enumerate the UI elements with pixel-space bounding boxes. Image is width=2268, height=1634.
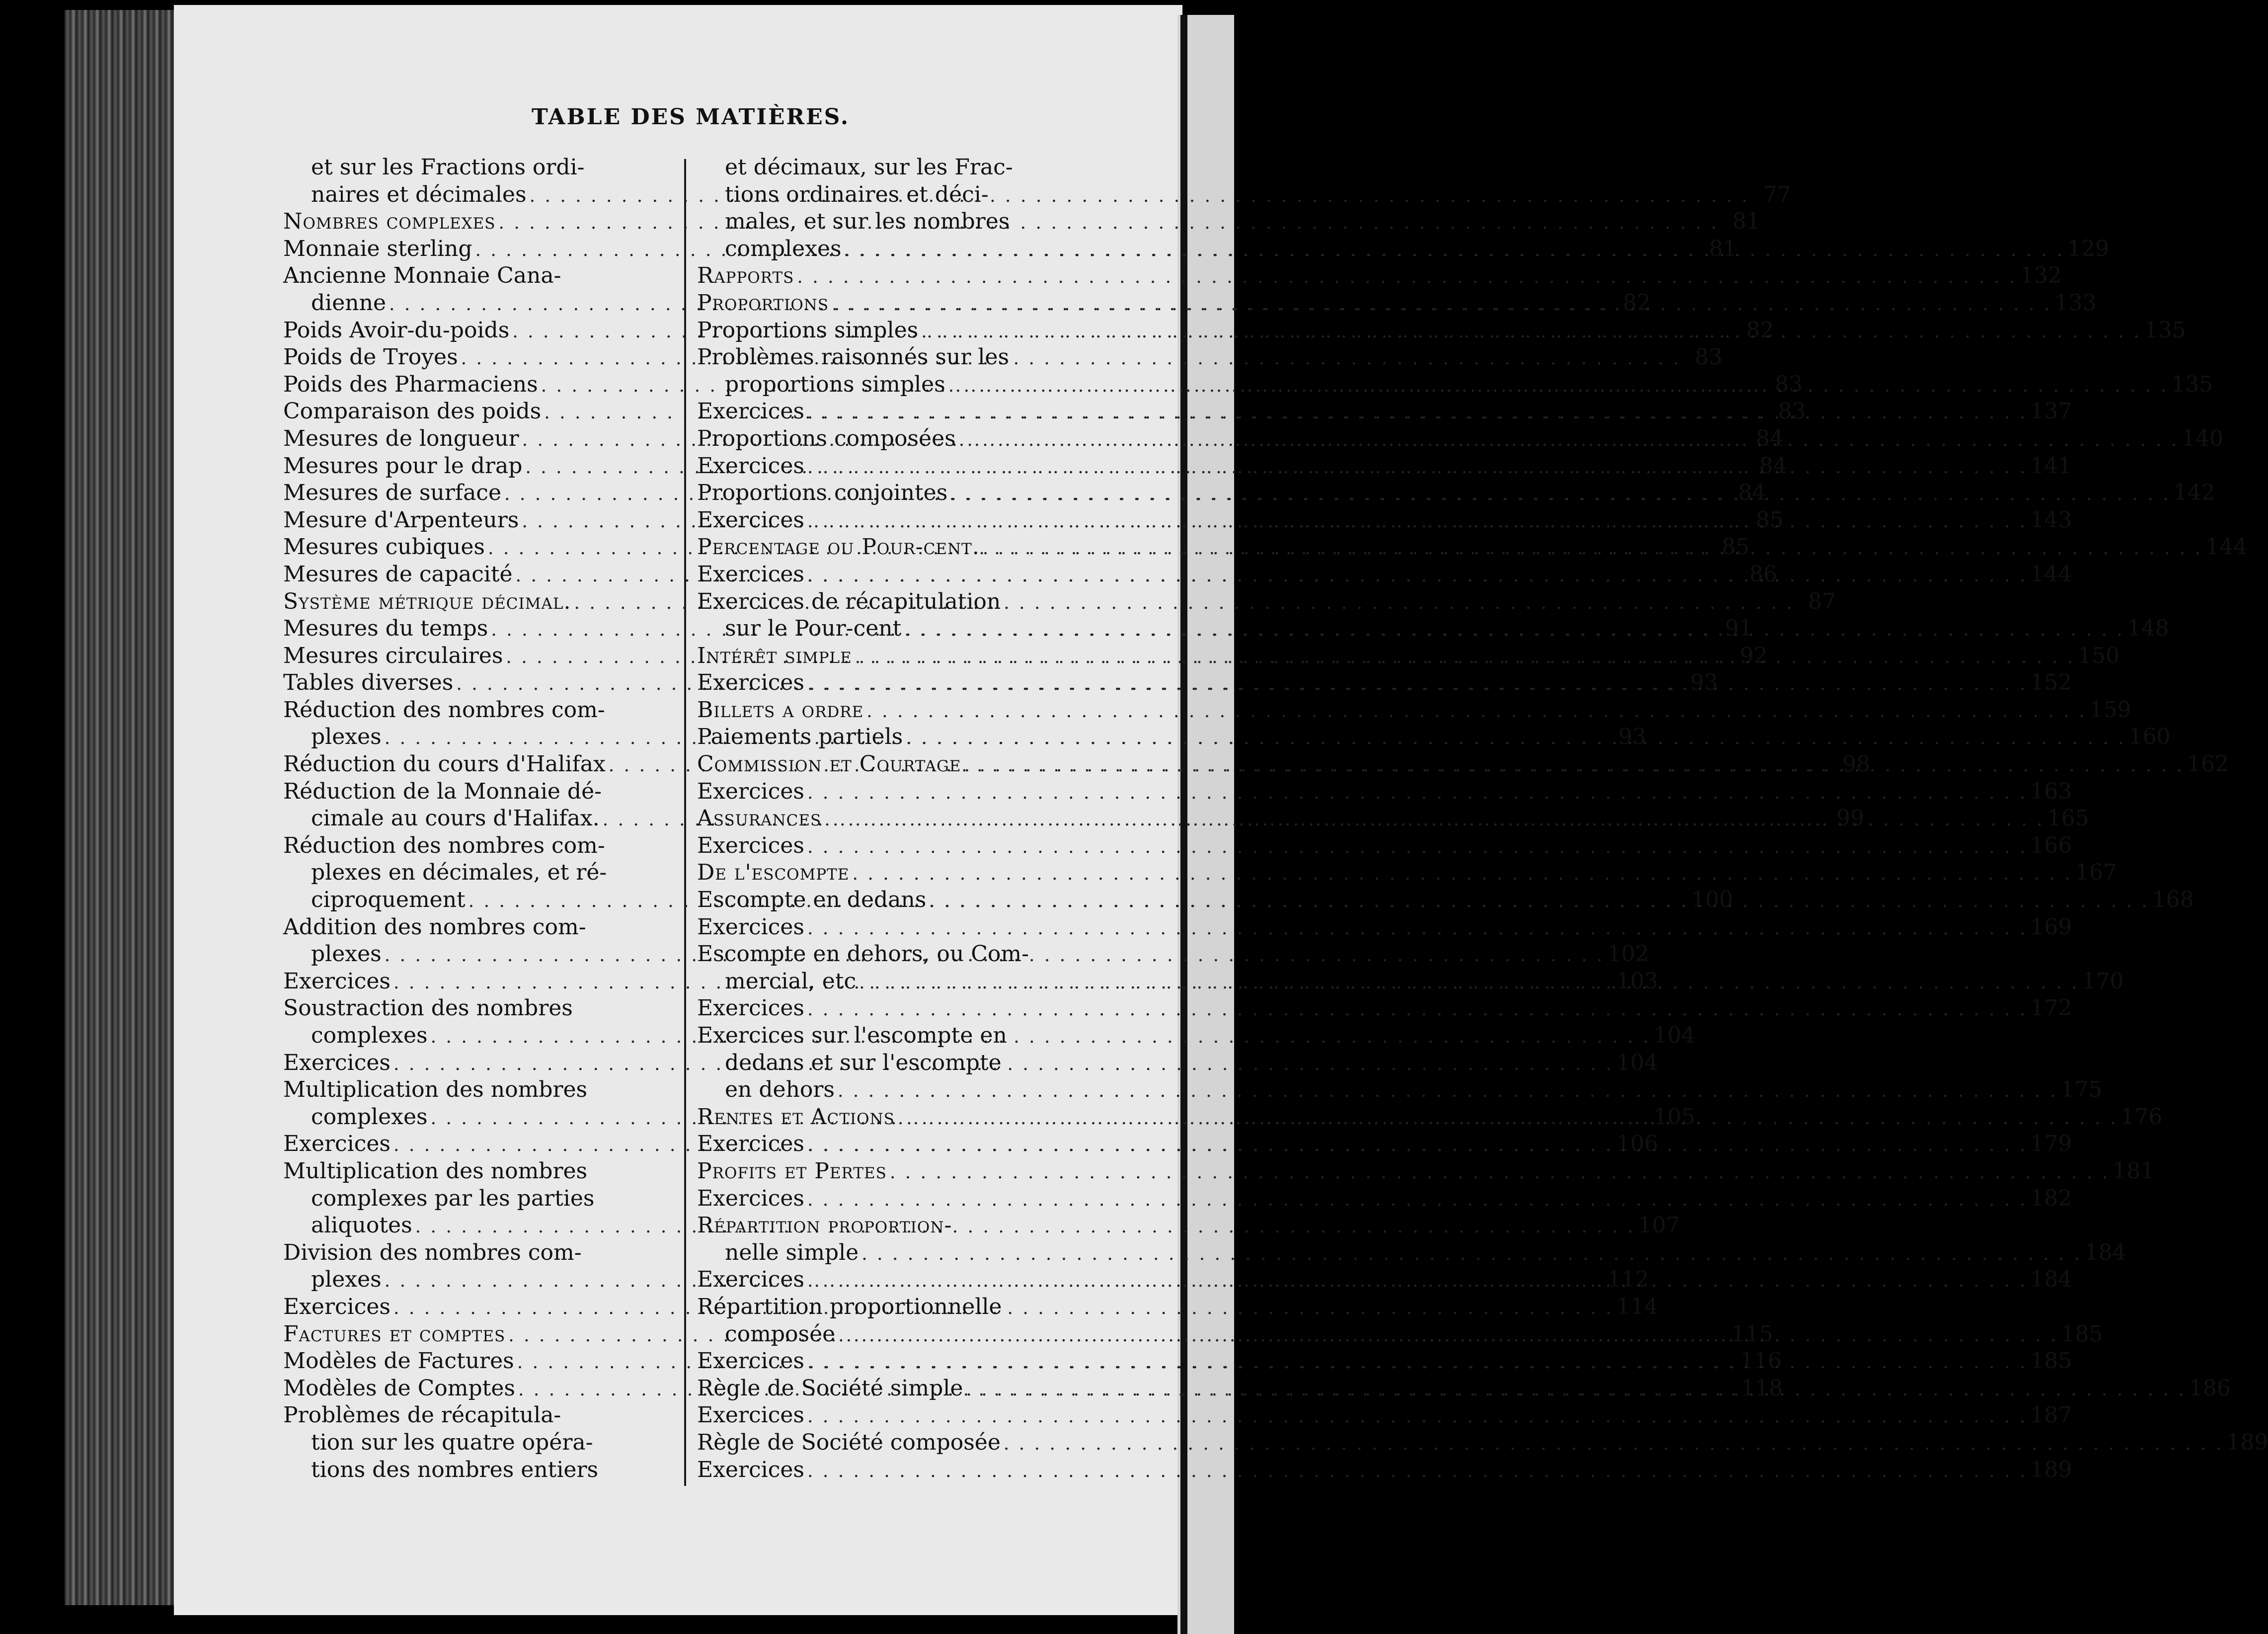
toc-entry-title: Exercices bbox=[697, 561, 804, 587]
toc-entry-page-number: 185 bbox=[2030, 1348, 2072, 1374]
toc-entry-page-number: 162 bbox=[2187, 751, 2229, 777]
toc-entry-title: Exercices bbox=[697, 1185, 804, 1211]
toc-entry bbox=[697, 1050, 1040, 1077]
dot-leader bbox=[428, 1024, 1654, 1051]
toc-entry-page-number: 83 bbox=[1695, 344, 1723, 370]
toc-entry-page-number: 159 bbox=[2089, 697, 2131, 723]
toc-entry-title: Exercices de récapitulation bbox=[697, 588, 1001, 614]
toc-entry-title: Mesures pour le drap bbox=[283, 453, 523, 479]
toc-entry-title: Billets a ordre bbox=[697, 697, 864, 723]
toc-entry-title: sur le Pour-cent bbox=[725, 616, 902, 642]
toc-entry bbox=[697, 941, 1040, 968]
toc-entry bbox=[697, 1158, 2155, 1185]
toc-entry-page-number: 133 bbox=[2054, 290, 2097, 316]
toc-entry-title: aliquotes bbox=[311, 1213, 412, 1238]
toc-entry-title: Répartition proportion- bbox=[697, 1213, 952, 1238]
toc-entry-title: Exercices bbox=[283, 968, 391, 994]
toc-entry-title: dienne bbox=[311, 290, 386, 316]
dot-leader bbox=[901, 617, 2127, 644]
toc-entry-title: De l'escompte bbox=[697, 860, 850, 886]
toc-entry-title: Mesures cubiques bbox=[283, 534, 485, 560]
dot-leader bbox=[804, 671, 2031, 698]
toc-entry-page-number: 148 bbox=[2127, 616, 2169, 642]
toc-entry bbox=[697, 697, 2131, 724]
dot-leader bbox=[829, 291, 2055, 319]
toc-entry-title: Tables diverses bbox=[283, 670, 454, 696]
toc-entry-page-number: 184 bbox=[2084, 1239, 2126, 1265]
toc-entry-title: Addition des nombres com- bbox=[283, 914, 586, 940]
toc-entry-page-number: 77 bbox=[1763, 181, 1792, 207]
toc-entry-page-number: 100 bbox=[1691, 887, 1733, 913]
toc-entry-page-number: 168 bbox=[2152, 887, 2194, 913]
dot-leader bbox=[903, 725, 2129, 752]
dot-leader bbox=[961, 752, 2188, 780]
toc-entry-page-number: 184 bbox=[2030, 1267, 2072, 1293]
toc-entry-page-number: 118 bbox=[1741, 1375, 1783, 1401]
toc-entry-page-number: 93 bbox=[1690, 670, 1718, 696]
toc-entry-title: Exercices bbox=[283, 1050, 391, 1075]
toc-entry bbox=[697, 995, 2072, 1022]
dot-leader bbox=[804, 1132, 2031, 1159]
toc-entry bbox=[697, 914, 2072, 941]
toc-entry-title: Ancienne Monnaie Cana- bbox=[283, 263, 561, 289]
toc-entry-title: Exercices bbox=[697, 1267, 804, 1293]
toc-entry-title: Réduction du cours d'Halifax bbox=[283, 751, 606, 777]
toc-entry-title: en dehors bbox=[725, 1077, 835, 1103]
dot-leader bbox=[804, 834, 2031, 861]
toc-entry-page-number: 185 bbox=[2061, 1321, 2103, 1347]
toc-entry bbox=[697, 344, 1040, 371]
toc-entry-page-number: 135 bbox=[2144, 317, 2186, 343]
page-header-title: TABLE DES MATIÈRES. bbox=[532, 104, 850, 130]
toc-entry-title: Exercices bbox=[697, 995, 804, 1021]
toc-entry-title: et sur les Fractions ordi- bbox=[311, 155, 585, 180]
toc-entry-title: ciproquement bbox=[311, 887, 466, 913]
toc-entry bbox=[697, 154, 1040, 181]
toc-entry-page-number: 114 bbox=[1616, 1294, 1658, 1319]
toc-entry-title: Exercices bbox=[697, 1348, 804, 1374]
dot-leader bbox=[804, 1458, 2031, 1485]
toc-entry-page-number: 150 bbox=[2078, 643, 2120, 668]
toc-entry-title: Factures et comptes bbox=[283, 1321, 506, 1347]
toc-entry-title: Système métrique décimal. bbox=[283, 588, 571, 614]
toc-entry-page-number: 167 bbox=[2075, 860, 2117, 886]
toc-entry-page-number: 91 bbox=[1724, 616, 1753, 642]
dot-leader bbox=[804, 915, 2031, 943]
toc-entry-title: Poids de Troyes bbox=[283, 344, 458, 370]
toc-entry-title: Réduction de la Monnaie dé- bbox=[283, 778, 602, 804]
toc-entry bbox=[697, 1239, 2126, 1267]
toc-entry-title: Multiplication des nombres bbox=[283, 1077, 588, 1103]
toc-entry-page-number: 152 bbox=[2030, 670, 2072, 696]
toc-entry bbox=[283, 914, 676, 941]
toc-entry bbox=[283, 1185, 676, 1213]
toc-entry-title: males, et sur les nombres bbox=[725, 209, 1010, 235]
toc-entry-title: Mesures du temps bbox=[283, 616, 488, 642]
toc-entry-title: tions des nombres entiers bbox=[311, 1457, 599, 1482]
toc-entry-page-number: 179 bbox=[2030, 1131, 2072, 1157]
toc-entry-page-number: 103 bbox=[1616, 968, 1658, 994]
toc-entry-title: Exercices bbox=[697, 1457, 804, 1482]
dot-leader bbox=[1001, 1431, 2227, 1458]
toc-entry-title: Exercices bbox=[697, 832, 804, 858]
toc-entry bbox=[697, 1212, 1040, 1239]
toc-entry-title: Exercices bbox=[697, 914, 804, 940]
toc-entry-title: Exercices bbox=[697, 1402, 804, 1428]
toc-entry-title: Exercices sur l'escompte en bbox=[697, 1023, 1007, 1048]
toc-entry-page-number: 84 bbox=[1756, 425, 1784, 451]
toc-entry-title: dedans et sur l'escompte bbox=[725, 1050, 1002, 1075]
toc-entry-page-number: 105 bbox=[1653, 1104, 1696, 1130]
dot-leader bbox=[887, 1159, 2113, 1187]
toc-entry bbox=[283, 262, 676, 290]
toc-entry-title: Exercices bbox=[283, 1294, 391, 1319]
toc-entry bbox=[697, 262, 2062, 290]
toc-entry-page-number: 142 bbox=[2173, 480, 2215, 506]
toc-entry-title: complexes bbox=[311, 1104, 428, 1130]
toc-entry-title: Exercices bbox=[697, 453, 804, 479]
toc-entry bbox=[697, 859, 2117, 887]
toc-entry-page-number: 85 bbox=[1755, 507, 1784, 533]
toc-entry-page-number: 140 bbox=[2182, 425, 2224, 451]
toc-entry-page-number: 135 bbox=[2171, 371, 2213, 397]
toc-entry-page-number: 144 bbox=[2030, 561, 2072, 587]
dot-leader bbox=[926, 888, 2152, 915]
toc-entry bbox=[697, 181, 1040, 209]
toc-entry-page-number: 189 bbox=[2226, 1429, 2268, 1455]
toc-entry-page-number: 115 bbox=[1731, 1321, 1773, 1347]
toc-entry-page-number: 189 bbox=[2030, 1457, 2072, 1482]
toc-entry-title: Escompte en dehors, ou Com- bbox=[697, 941, 1029, 967]
dot-leader bbox=[859, 1241, 2085, 1268]
toc-entry-page-number: 165 bbox=[2047, 806, 2089, 831]
toc-entry bbox=[283, 1076, 676, 1104]
toc-entry-page-number: 170 bbox=[2082, 968, 2124, 994]
toc-entry-page-number: 163 bbox=[2030, 778, 2072, 804]
toc-entry bbox=[283, 995, 676, 1022]
toc-entry-page-number: 81 bbox=[1732, 209, 1761, 235]
toc-entry-page-number: 107 bbox=[1638, 1213, 1680, 1238]
toc-entry-title: plexes bbox=[311, 941, 382, 967]
dot-leader bbox=[863, 698, 2090, 726]
toc-entry-page-number: 144 bbox=[2205, 534, 2248, 560]
toc-entry-page-number: 166 bbox=[2030, 832, 2072, 858]
toc-entry-title: Assurances bbox=[697, 806, 822, 831]
toc-entry-title: Proportions composées bbox=[697, 425, 956, 451]
toc-entry-title: Exercices bbox=[697, 778, 804, 804]
toc-entry-title: Mesures de longueur bbox=[283, 425, 519, 451]
toc-entry-title: Rentes et Actions bbox=[697, 1104, 895, 1130]
toc-entry bbox=[283, 154, 676, 181]
toc-entry-title: Monnaie sterling bbox=[283, 236, 472, 261]
toc-entry-page-number: 137 bbox=[2030, 399, 2072, 424]
toc-entry-title: Problèmes de récapitula- bbox=[283, 1402, 561, 1428]
toc-entry-title: Soustraction des nombres bbox=[283, 995, 573, 1021]
dot-leader bbox=[835, 1078, 2061, 1105]
toc-entry-page-number: 160 bbox=[2128, 724, 2171, 750]
toc-entry-title: complexes bbox=[725, 236, 842, 261]
dot-leader bbox=[804, 1403, 2031, 1431]
toc-entry-page-number: 132 bbox=[2020, 263, 2062, 289]
toc-entry-title: Réduction des nombres com- bbox=[283, 832, 605, 858]
dot-leader bbox=[821, 807, 2047, 834]
dot-leader bbox=[804, 1187, 2031, 1214]
toc-entry-title: Exercices bbox=[697, 399, 804, 424]
toc-entry-page-number: 176 bbox=[2120, 1104, 2163, 1130]
toc-entry-page-number: 85 bbox=[1721, 534, 1750, 560]
toc-entry-title: Mesure d'Arpenteurs bbox=[283, 507, 519, 533]
toc-entry-page-number: 92 bbox=[1739, 643, 1768, 668]
toc-entry-page-number: 175 bbox=[2060, 1077, 2103, 1103]
toc-entry bbox=[697, 1185, 2072, 1213]
toc-entry-title: Exercices bbox=[697, 670, 804, 696]
toc-entry-title: naires et décimales bbox=[311, 181, 527, 207]
toc-entry bbox=[283, 1239, 676, 1267]
toc-entry bbox=[283, 778, 676, 806]
dot-leader bbox=[947, 481, 2174, 508]
dot-leader bbox=[804, 996, 2031, 1024]
toc-entry-title: Proportions bbox=[697, 290, 829, 316]
toc-entry-page-number: 116 bbox=[1740, 1348, 1782, 1374]
toc-entry-title: tions ordinaires et déci- bbox=[725, 181, 989, 207]
dot-leader bbox=[794, 264, 2020, 291]
toc-entry bbox=[283, 832, 676, 860]
toc-entry-title: Division des nombres com- bbox=[283, 1239, 582, 1265]
toc-entry-title: plexes bbox=[311, 1267, 382, 1293]
toc-entry-title: Escompte en dedans bbox=[697, 887, 927, 913]
toc-entry-title: Problèmes raisonnés sur les bbox=[697, 344, 1010, 370]
dot-leader bbox=[804, 400, 2031, 427]
toc-entry bbox=[697, 1022, 1040, 1050]
toc-entry-page-number: 141 bbox=[2030, 453, 2072, 479]
toc-entry-page-number: 181 bbox=[2112, 1158, 2155, 1184]
toc-entry-page-number: 84 bbox=[1759, 453, 1787, 479]
toc-entry-title: plexes bbox=[311, 724, 382, 750]
toc-entry-page-number: 106 bbox=[1616, 1131, 1658, 1157]
toc-entry bbox=[697, 1294, 1040, 1321]
toc-entry-title: Proportions simples bbox=[697, 317, 919, 343]
dot-leader bbox=[804, 780, 2031, 807]
toc-entry-title: Réduction des nombres com- bbox=[283, 697, 605, 723]
toc-entry-page-number: 187 bbox=[2030, 1402, 2072, 1428]
toc-entry-page-number: 182 bbox=[2030, 1185, 2072, 1211]
toc-entry-title: Intérêt simple bbox=[697, 643, 852, 668]
toc-entry-page-number: 129 bbox=[2067, 236, 2110, 261]
dot-leader bbox=[842, 237, 2068, 264]
toc-entry-page-number: 102 bbox=[1607, 941, 1649, 967]
toc-entry-title: complexes bbox=[311, 1023, 428, 1048]
toc-entry-title: Poids Avoir-du-poids bbox=[283, 317, 510, 343]
dot-leader bbox=[956, 427, 2182, 454]
toc-entry-title: Multiplication des nombres bbox=[283, 1158, 588, 1184]
dot-leader bbox=[496, 210, 1722, 237]
toc-entry bbox=[697, 208, 1040, 236]
toc-entry-title: Proportions conjointes bbox=[697, 480, 948, 506]
toc-entry-title: Poids des Pharmaciens bbox=[283, 371, 538, 397]
toc-entry-page-number: 93 bbox=[1618, 724, 1646, 750]
toc-entry bbox=[283, 697, 676, 724]
toc-entry-title: Modèles de Factures bbox=[283, 1348, 514, 1374]
toc-entry-title: plexes en décimales, et ré- bbox=[311, 860, 607, 886]
toc-entry-title: composée bbox=[725, 1321, 836, 1347]
toc-entry-title: Rapports bbox=[697, 263, 794, 289]
toc-entry-title: Règle de Société simple bbox=[697, 1375, 963, 1401]
toc-entry bbox=[697, 1076, 2103, 1104]
toc-entry-page-number: 186 bbox=[2189, 1375, 2231, 1401]
toc-entry-title: Exercices bbox=[697, 507, 804, 533]
toc-entry-title: Percentage ou Pour-cent. bbox=[697, 534, 980, 560]
toc-entry-page-number: 84 bbox=[1738, 480, 1766, 506]
toc-entry-title: proportions simples bbox=[725, 371, 945, 397]
toc-entry-page-number: 83 bbox=[1775, 371, 1803, 397]
toc-entry-title: complexes par les parties bbox=[311, 1185, 595, 1211]
toc-entry-title: mercial, etc bbox=[725, 968, 857, 994]
toc-entry-page-number: 172 bbox=[2030, 995, 2072, 1021]
toc-entry-title: Mesures de capacité bbox=[283, 561, 513, 587]
toc-entry-page-number: 86 bbox=[1749, 561, 1778, 587]
dot-leader bbox=[945, 373, 2172, 400]
dot-leader bbox=[835, 1322, 2061, 1350]
toc-entry-page-number: 169 bbox=[2030, 914, 2072, 940]
toc-entry-page-number: 82 bbox=[1623, 290, 1651, 316]
toc-entry-title: Exercices bbox=[697, 1131, 804, 1157]
toc-entry-title: Règle de Société composée bbox=[697, 1429, 1001, 1455]
toc-entry-page-number: 83 bbox=[1778, 399, 1806, 424]
toc-entry bbox=[697, 588, 1040, 616]
toc-entry-title: Mesures de surface bbox=[283, 480, 501, 506]
toc-entry bbox=[697, 1402, 2072, 1429]
dot-leader bbox=[963, 1377, 2189, 1404]
book-page-edges bbox=[65, 10, 184, 1605]
toc-entry-title: Nombres complexes bbox=[283, 209, 496, 235]
toc-entry-title: tion sur les quatre opéra- bbox=[311, 1429, 593, 1455]
toc-entry bbox=[697, 1457, 2072, 1484]
toc-entry bbox=[283, 1402, 676, 1429]
dot-leader bbox=[895, 1105, 2121, 1133]
toc-entry-title: Comparaison des poids bbox=[283, 399, 542, 424]
toc-entry bbox=[283, 1158, 676, 1185]
toc-entry bbox=[283, 1131, 1658, 1158]
dot-leader bbox=[980, 535, 2206, 563]
toc-entry-title: Profits et Pertes bbox=[697, 1158, 887, 1184]
toc-entry-title: Répartition proportionnelle bbox=[697, 1294, 1002, 1319]
toc-entry bbox=[283, 859, 676, 887]
dot-leader bbox=[918, 319, 2144, 346]
toc-entry bbox=[283, 1457, 676, 1484]
toc-entry-page-number: 99 bbox=[1836, 806, 1865, 831]
toc-entry bbox=[697, 1429, 2268, 1457]
dot-leader bbox=[804, 563, 2031, 590]
toc-entry-title: Modèles de Comptes bbox=[283, 1375, 515, 1401]
toc-entry-title: Mesures circulaires bbox=[283, 643, 503, 668]
toc-entry-page-number: 81 bbox=[1709, 236, 1737, 261]
dot-leader bbox=[852, 644, 2078, 671]
toc-entry-page-number: 112 bbox=[1607, 1267, 1649, 1293]
dot-leader bbox=[804, 1349, 2031, 1377]
toc-entry-page-number: 143 bbox=[2030, 507, 2072, 533]
toc-entry-title: et décimaux, sur les Frac- bbox=[725, 155, 1013, 180]
toc-entry-page-number: 104 bbox=[1616, 1050, 1658, 1075]
toc-entry bbox=[697, 778, 2072, 806]
toc-entry-page-number: 104 bbox=[1653, 1023, 1696, 1048]
toc-entry-page-number: 98 bbox=[1842, 751, 1871, 777]
toc-entry-title: Commission et Courtage bbox=[697, 751, 961, 777]
dot-leader bbox=[849, 861, 2075, 888]
toc-entry bbox=[697, 832, 2072, 860]
toc-entry bbox=[283, 1429, 676, 1457]
toc-entry-title: Paiements partiels bbox=[697, 724, 903, 750]
dot-leader bbox=[804, 454, 2031, 482]
toc-entry-title: Exercices bbox=[283, 1131, 391, 1157]
dot-leader bbox=[804, 1268, 2031, 1295]
dot-leader bbox=[856, 970, 2082, 997]
toc-entry-page-number: 87 bbox=[1807, 588, 1836, 614]
toc-entry-title: cimale au cours d'Halifax. bbox=[311, 806, 600, 831]
dot-leader bbox=[804, 508, 2031, 536]
toc-entry-page-number: 82 bbox=[1746, 317, 1774, 343]
toc-entry-title: nelle simple bbox=[725, 1239, 859, 1265]
dot-leader bbox=[458, 345, 1684, 373]
